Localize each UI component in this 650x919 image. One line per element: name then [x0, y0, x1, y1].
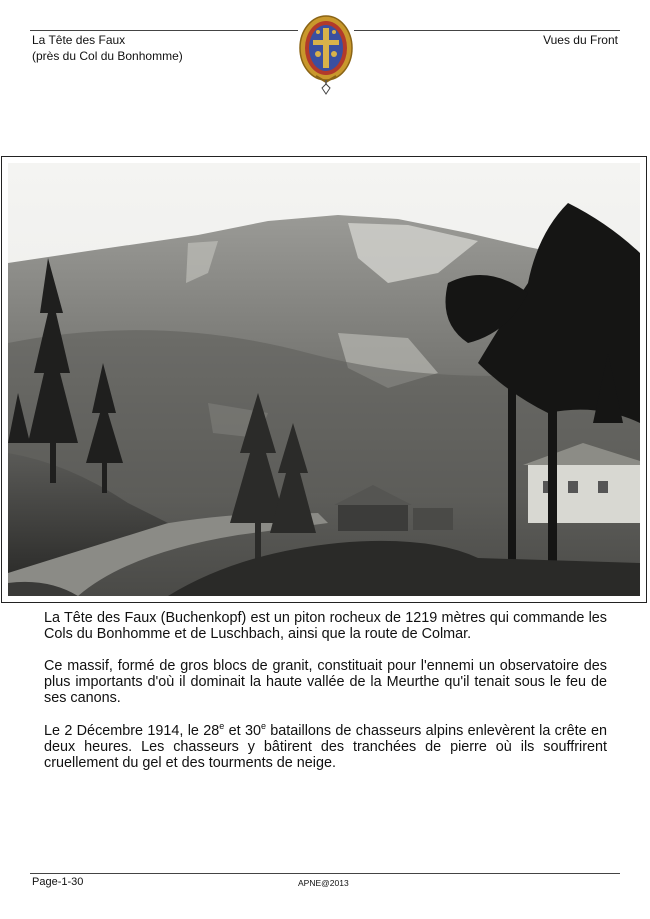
header-title-line2: (près du Col du Bonhomme)	[32, 49, 183, 63]
mountain-photograph	[8, 163, 640, 596]
footer-credit: APNE@2013	[298, 878, 349, 888]
paragraph-3-part-a: Le 2 Décembre 1914, le 28	[44, 723, 220, 739]
superscript-a: e	[219, 721, 225, 732]
header-series: Vues du Front	[543, 33, 618, 47]
paragraph-2: Ce massif, formé de gros blocs de granit, constituait pour l'ennemi un observatoire des plus importants d'où il dominait la haute vallée de la Meurthe qu'il tenait sous le feu de ses canons.	[44, 658, 607, 706]
paragraph-3-part-c: bataillons de chasseurs alpins enlevèrent la crête en deux heures. Les chasseurs y bâtirent des tranchées de pierre où ils souffrirent cruellement du gel et des tourments de neige.	[44, 723, 607, 771]
paragraph-3-part-b: et 30	[224, 723, 261, 739]
footer-rule	[30, 873, 620, 874]
paragraph-1: La Tête des Faux (Buchenkopf) est un piton rocheux de 1219 mètres qui commande les Cols du Bonhomme et de Luschbach, ainsi que la route de Colmar.	[44, 610, 607, 642]
photo-frame	[1, 156, 647, 603]
paragraph-3	[44, 723, 607, 771]
header-title	[32, 32, 183, 64]
page-number: Page-1-30	[32, 876, 84, 888]
header-rule-right	[354, 30, 620, 31]
header-rule-left	[30, 30, 298, 31]
header-title-line1: La Tête des Faux	[32, 33, 126, 47]
superscript-b: e	[260, 721, 266, 732]
coat-of-arms-icon	[298, 14, 354, 98]
